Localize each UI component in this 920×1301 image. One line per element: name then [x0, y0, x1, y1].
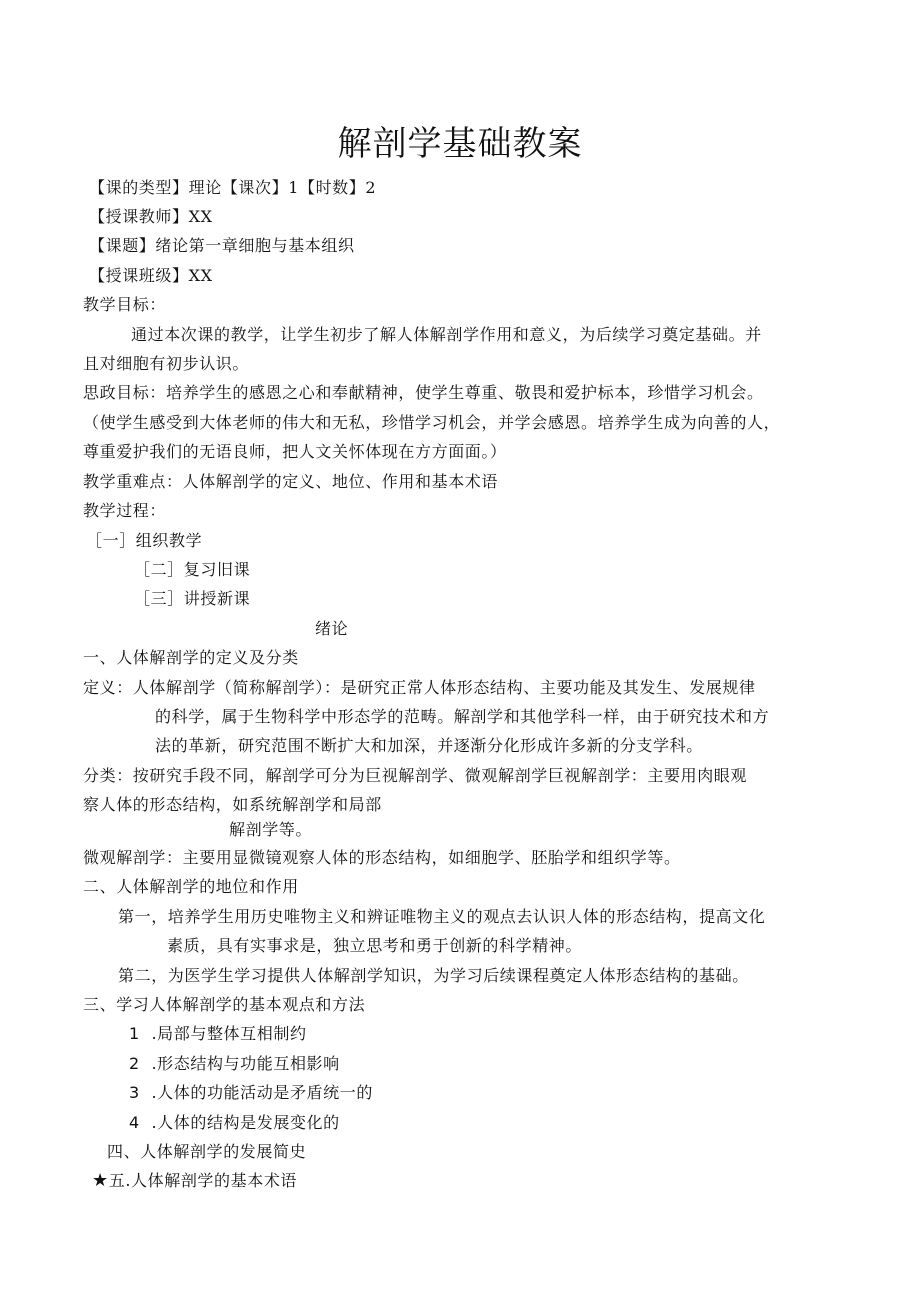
section4-heading: 四、人体解剖学的发展简史 — [107, 1142, 307, 1161]
star-icon: ★ — [92, 1170, 109, 1191]
method-item-text: .人体的结构是发展变化的 — [151, 1113, 340, 1132]
method-item-text: .形态结构与功能互相影响 — [151, 1054, 340, 1073]
intro-heading: 绪论 — [315, 619, 349, 638]
process-step-2: ［二］复习旧课 — [134, 560, 251, 579]
method-item — [129, 1083, 373, 1103]
objectives-line-1: 通过本次课的教学，让学生初步了解人体解剖学作用和意义，为后续学习奠定基础。并 — [131, 325, 762, 344]
ideology-line-1: 思政目标：培养学生的感恩之心和奉献精神，使学生尊重、敬畏和爱护标本，珍惜学习机会。 — [83, 383, 764, 402]
section2-first-line-1: 第一，培养学生用历史唯物主义和辨证唯物主义的观点去认识人体的形态结构，提高文化 — [118, 907, 766, 926]
section1-class-line-2: 察人体的形态结构，如系统解剖学和局部 — [83, 795, 382, 814]
section1-micro-line: 微观解剖学：主要用显微镜观察人体的形态结构，如细胞学、胚胎学和组织学等。 — [83, 848, 681, 867]
ideology-line-3: 尊重爱护我们的无语良师，把人文关怀体现在方方面面。） — [83, 442, 507, 461]
key-points: 教学重难点：人体解剖学的定义、地位、作用和基本术语 — [83, 472, 499, 491]
method-item — [129, 1054, 340, 1074]
section1-class-line-1: 分类：按研究手段不同，解剖学可分为巨视解剖学、微观解剖学巨视解剖学：主要用肉眼观 — [83, 766, 748, 785]
section5-heading-row — [92, 1171, 297, 1191]
method-item — [129, 1024, 307, 1044]
section1-def-line-1: 定义：人体解剖学（简称解剖学）：是研究正常人体形态结构、主要功能及其发生、发展规律 — [83, 678, 756, 697]
section3-heading: 三、学习人体解剖学的基本观点和方法 — [83, 995, 366, 1014]
method-item-text: .人体的功能活动是矛盾统一的 — [151, 1083, 373, 1102]
method-item-number: 3 — [129, 1083, 140, 1102]
section2-second-line: 第二，为医学生学习提供人体解剖学知识，为学习后续课程奠定人体形态结构的基础。 — [118, 966, 749, 985]
objectives-line-2: 且对细胞有初步认识。 — [83, 354, 250, 373]
meta-class-line: 【授课班级】XX — [89, 266, 213, 285]
process-step-3: ［三］讲授新课 — [134, 589, 251, 608]
document-title: 解剖学基础教案 — [337, 124, 583, 164]
meta-teacher-line: 【授课教师】XX — [89, 207, 213, 226]
meta-topic-line: 【课题】绪论第一章细胞与基本组织 — [89, 236, 355, 255]
section5-heading: 五.人体解剖学的基本术语 — [108, 1171, 298, 1190]
objectives-heading: 教学目标： — [83, 295, 167, 314]
process-heading: 教学过程： — [83, 501, 167, 520]
ideology-line-2: （使学生感受到大体老师的伟大和无私，珍惜学习机会，并学会感恩。培养学生成为向善的人， — [83, 413, 781, 432]
method-item-number: 4 — [129, 1113, 140, 1132]
section2-first-line-2: 素质，具有实事求是，独立思考和勇于创新的科学精神。 — [167, 936, 583, 955]
method-item — [129, 1113, 340, 1133]
process-step-1: ［一］组织教学 — [86, 531, 203, 550]
section1-def-line-2: 的科学，属于生物科学中形态学的范畴。解剖学和其他学科一样，由于研究技术和方 — [155, 707, 770, 726]
section1-class-line-3: 解剖学等。 — [229, 820, 313, 839]
section2-heading: 二、人体解剖学的地位和作用 — [83, 877, 299, 896]
method-item-number: 2 — [129, 1054, 140, 1073]
section1-heading: 一、人体解剖学的定义及分类 — [83, 648, 299, 667]
section1-def-line-3: 法的革新，研究范围不断扩大和加深，并逐渐分化形成许多新的分支学科。 — [155, 736, 703, 755]
meta-type-line: 【课的类型】理论【课次】1【时数】2 — [89, 178, 377, 197]
method-item-text: .局部与整体互相制约 — [151, 1024, 307, 1043]
method-item-number: 1 — [129, 1024, 140, 1043]
